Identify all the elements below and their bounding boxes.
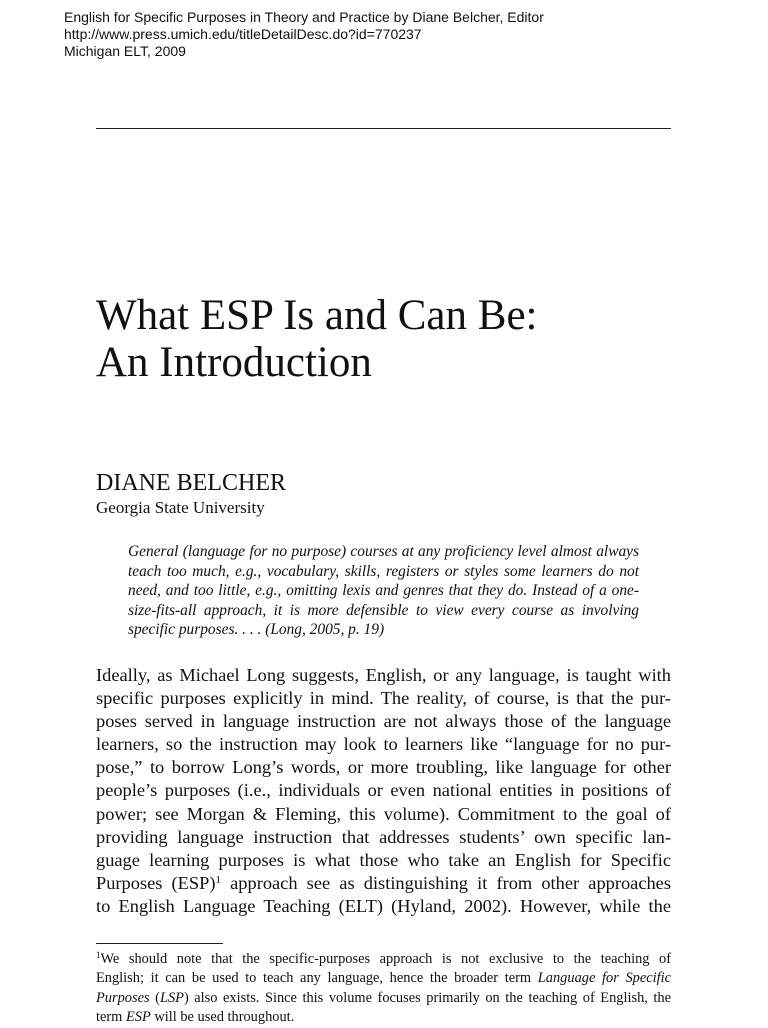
body-line: providing language instruction that addresses students’ own specific lan- [96,826,671,847]
footnote-line [96,950,671,969]
body-line: pose,” to borrow Long’s words, or more troubling, like language for other [96,757,671,778]
footnote-text-segment: ( [149,989,160,1006]
source-header [64,9,544,60]
footnote-italic-term: Language for Specific [537,970,672,987]
body-text-segment: approach see as distinguishing it from other approaches [221,872,671,893]
body-paragraph [96,664,671,918]
footnote-text-segment: term [96,1009,126,1026]
body-line: learners, so the instruction may look to learners like “language for no pur- [96,734,671,755]
body-line: people’s purposes (i.e., individuals or even national entities in positions of [96,780,671,801]
body-line: to English Language Teaching (ELT) (Hyland, 2002). However, while the [96,895,671,916]
footnote-divider [96,943,223,944]
epigraph-quote: General (language for no purpose) courses at any proficiency level almost always teach too much, e.g., vocabulary, skills, registers or styles some learners do not need, and too little, e.g., omitting lexis and genres that they do. Instead of a one-size-fits-all approach, it is more defensible to view every course as involving specific purposes. . . . (Long, 2005, p. 19) [128,543,639,639]
footnote-line [96,1008,671,1027]
body-text-segment: Purposes (ESP) [96,872,216,893]
source-url[interactable]: http://www.press.umich.edu/titleDetailDesc.do?id=770237 [64,26,422,42]
chapter-title-line-1: What ESP Is and Can Be: [96,292,538,339]
chapter-title-line-2: An Introduction [96,339,372,386]
footnote-text-segment: English; it can be used to teach any language, hence the broader term [96,970,538,987]
body-line: guage learning purposes is what those who take an English for Specific [96,849,671,870]
footnote-text-segment: ) also exists. Since this volume focuses primarily on the teaching of English, the [183,989,671,1006]
author-affiliation: Georgia State University [96,498,265,517]
chapter-title [96,292,538,386]
source-publisher: Michigan ELT, 2009 [64,43,186,59]
body-line: Ideally, as Michael Long suggests, English, or any language, is taught with [96,665,671,685]
footnote-italic-term: Purposes [96,989,150,1006]
footnote [96,950,671,1028]
body-line: poses served in language instruction are not always those of the language [96,711,671,732]
body-line: specific purposes explicitly in mind. The reality, of course, is that the pur- [96,688,671,709]
footnote-text-segment: will be used throughout. [150,1009,295,1026]
author-name: DIANE BELCHER [96,470,286,496]
source-book-title: English for Specific Purposes in Theory and Practice by Diane Belcher, Editor [64,9,544,25]
footnote-italic-term: ESP [125,1009,151,1026]
footnote-text-segment: We should note that the specific-purposes approach is not exclusive to the teaching of [100,951,671,967]
body-line: power; see Morgan & Fleming, this volume). Commitment to the goal of [96,803,671,824]
footnote-line [96,989,671,1008]
body-line-with-footnote-ref [96,872,671,895]
footnote-marker: 1 [96,950,101,960]
footnote-italic-term: LSP [159,989,184,1006]
footnote-reference[interactable]: 1 [215,873,221,886]
footnote-line [96,969,671,988]
top-divider [96,128,671,129]
